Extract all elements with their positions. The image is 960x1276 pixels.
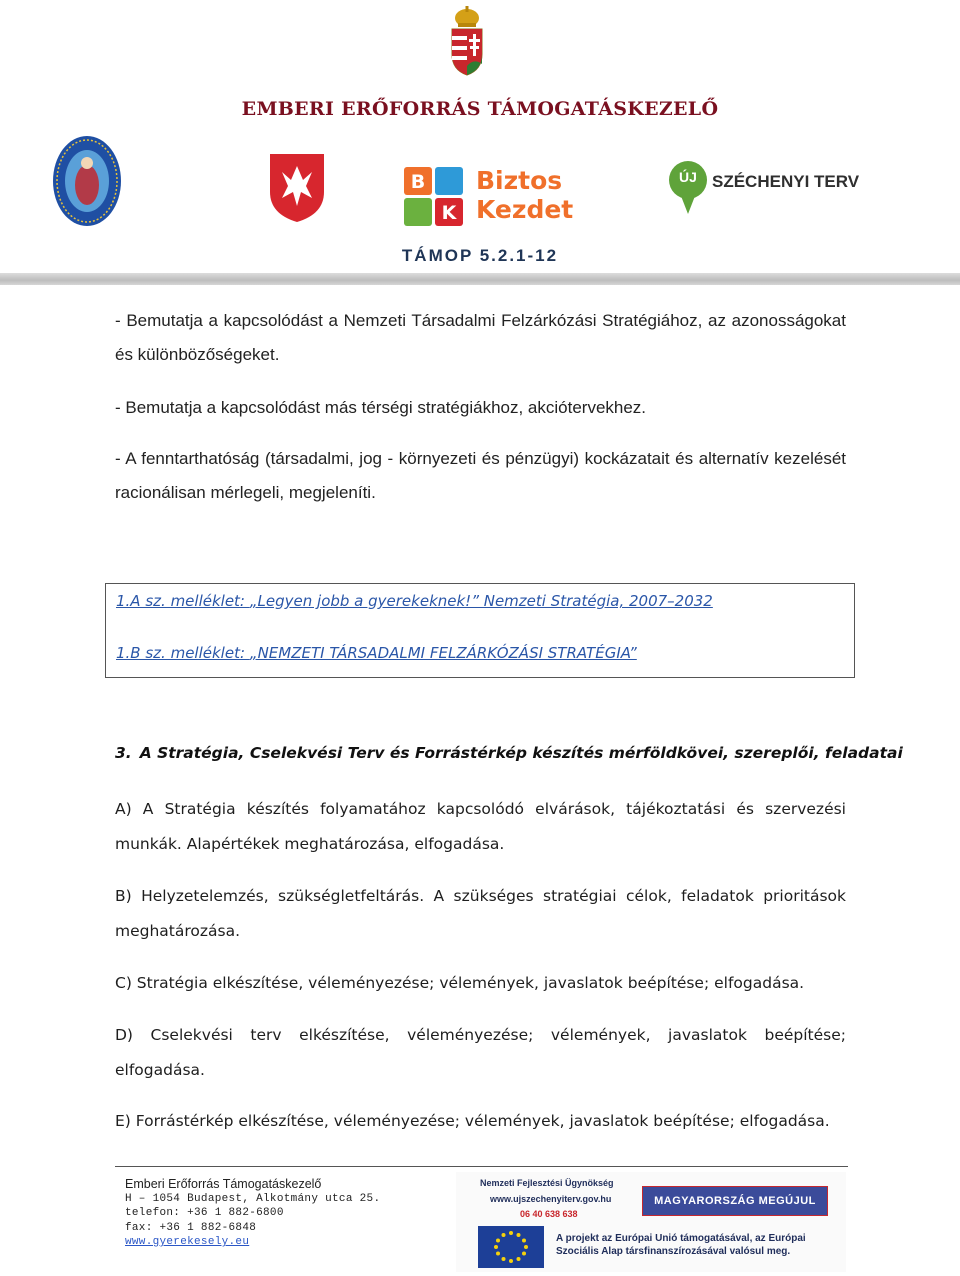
item-d: D) Cselekvési terv elkészítése, véleményezése; vélemények, javaslatok beépítése; elfogadása. <box>115 1026 846 1079</box>
bk-squares-icon <box>404 165 466 227</box>
footer-divider <box>115 1166 848 1167</box>
svg-text:B: B <box>410 171 426 193</box>
section-heading <box>115 744 903 762</box>
item-c: C) Stratégia elkészítése, véleményezése; vélemények, javaslatok beépítése; elfogadása. <box>115 974 805 992</box>
annex-1a-link[interactable] <box>116 592 713 610</box>
bk-word-biztos: Biztos <box>476 166 563 195</box>
footer-phone: telefon: +36 1 882-6800 <box>125 1207 284 1219</box>
eu-flag-icon <box>478 1226 544 1268</box>
footer-website-link[interactable]: www.gyerekesely.eu <box>125 1236 250 1248</box>
annex-1b-link[interactable] <box>116 644 637 662</box>
szechenyi-label: SZÉCHENYI TERV <box>712 172 860 191</box>
section-number: 3. <box>115 744 132 762</box>
intro-paragraph-1: - Bemutatja a kapcsolódást a Nemzeti Társadalmi Felzárkózási Stratégiához, az azonosságokat és különbözőségeket. <box>115 311 846 364</box>
uj-label: ÚJ <box>679 169 697 185</box>
nfu-phone: 06 40 638 638 <box>520 1209 578 1219</box>
biztos-kezdet-logo <box>404 165 579 227</box>
section-title-text: A Stratégia, Cselekvési Terv és Forrástérkép készítés mérföldkövei, szereplői, feladatai <box>139 744 903 762</box>
item-e: E) Forrástérkép elkészítése, véleményezése; vélemények, javaslatok beépítése; elfogadása. <box>115 1112 830 1130</box>
svg-text:K: K <box>441 202 457 224</box>
item-a: A) A Stratégia készítés folyamatához kapcsolódó elvárások, tájékoztatási és szervezési munkák. Alapértékek meghatározása, elfogadása. <box>115 800 846 853</box>
annex-1b-prefix: 1.B sz. melléklet: <box>116 644 250 662</box>
annex-1a-title: „Legyen jobb a gyerekeknek!” Nemzeti Stratégia, 2007–2032 <box>249 592 713 610</box>
bk-word-kezdet: Kezdet <box>476 195 574 224</box>
eu-funding-text: A projekt az Európai Unió támogatásával, az Európai Szociális Alap társfinanszírozásával valósul meg. <box>556 1233 806 1257</box>
badge-label: MAGYARORSZÁG MEGÚJUL <box>654 1195 816 1207</box>
szechenyi-terv-logo <box>668 160 868 218</box>
nfu-block <box>476 1176 628 1226</box>
footer-org-name: Emberi Erőforrás Támogatáskezelő <box>125 1177 322 1191</box>
nfu-name: Nemzeti Fejlesztési Ügynökség <box>480 1178 614 1188</box>
annex-1b-title: „NEMZETI TÁRSADALMI FELZÁRKÓZÁSI STRATÉGIA” <box>249 644 637 662</box>
footer-address: H – 1054 Budapest, Alkotmány utca 25. <box>125 1192 381 1205</box>
program-code: TÁMOP 5.2.1-12 <box>401 246 559 265</box>
annex-1a-prefix: 1.A sz. melléklet: <box>116 592 250 610</box>
footer-contact <box>125 1177 380 1250</box>
header-divider <box>0 273 960 285</box>
organization-title: EMBERI ERŐFORRÁS TÁMOGATÁSKEZELŐ <box>241 98 719 120</box>
footer-fax: fax: +36 1 882-6848 <box>125 1221 257 1234</box>
nfu-url: www.ujszechenyiterv.gov.hu <box>490 1194 612 1204</box>
item-b: B) Helyzetelemzés, szükségletfeltárás. A szükséges stratégiai célok, feladatok prioritások meghatározása. <box>115 887 846 940</box>
intro-paragraph-2: - Bemutatja a kapcsolódást más térségi stratégiákhoz, akciótervekhez. <box>115 398 647 417</box>
annex-box <box>105 583 855 678</box>
academy-seal-logo <box>52 135 122 227</box>
hungarian-coat-of-arms-icon <box>448 6 486 76</box>
maltese-cross-logo <box>268 152 326 224</box>
intro-paragraph-3: - A fenntarthatóság (társadalmi, jog - környezeti és pénzügyi) kockázatait és alternatív kezelését racionálisan mérlegeli, megjeleníti. <box>115 449 846 502</box>
magyarorszag-megujul-badge <box>642 1186 828 1216</box>
